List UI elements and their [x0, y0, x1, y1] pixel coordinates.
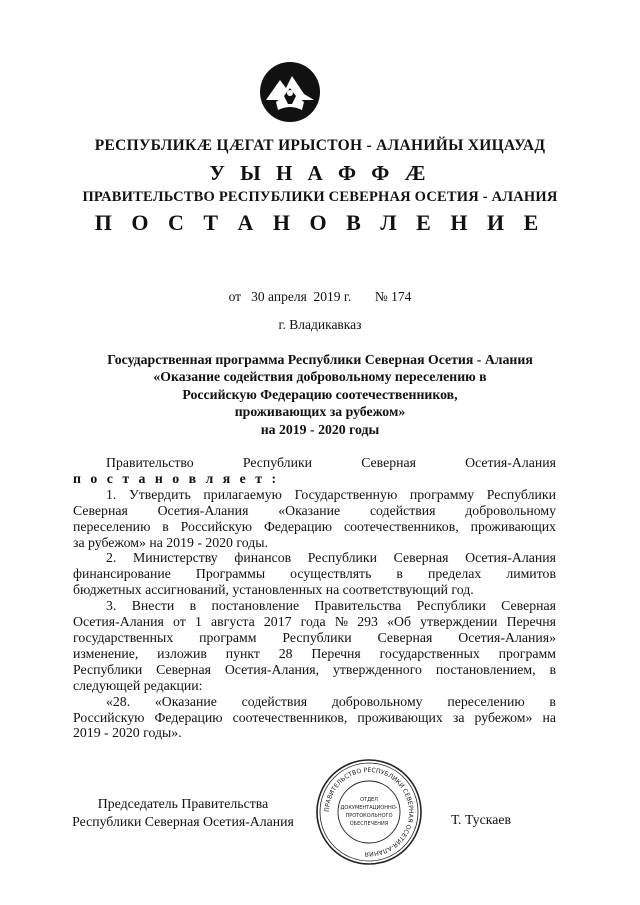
body-word: августа: [211, 614, 255, 630]
body-word: года: [300, 614, 326, 630]
body-word: в: [549, 693, 556, 709]
body-word: постановление: [211, 598, 300, 614]
date-and-number: от 30 апреля 2019 г. № 174: [228, 289, 412, 304]
title-line: проживающих за рубежом»: [234, 404, 406, 420]
body-word: Северная: [73, 502, 128, 518]
body-line: [73, 455, 556, 471]
body-line: [73, 646, 556, 662]
body-word: Федерацию: [264, 518, 333, 534]
body-word: содействия: [369, 502, 436, 518]
body-word: 2.: [106, 550, 117, 566]
government-header: ПРАВИТЕЛЬСТВО РЕСПУБЛИКИ СЕВЕРНАЯ ОСЕТИЯ - АЛАНИЯ: [82, 189, 558, 205]
body-word: государственных: [379, 645, 480, 661]
body-word: «Оказание: [154, 693, 217, 709]
body-word: лимитов: [506, 566, 556, 582]
body-word: в: [549, 661, 556, 677]
body-word: Перечня: [506, 614, 556, 630]
seal-center-line: ПРОТОКОЛЬНОГО: [345, 813, 393, 819]
official-seal-icon: [314, 757, 424, 867]
body-word: Осетия-Алания: [465, 455, 556, 470]
signatory-name: Т. Тускаев: [451, 812, 511, 827]
body-word: Северная: [361, 455, 416, 470]
coat-of-arms-icon: [258, 60, 322, 124]
body-word: 2019 - 2020 годы».: [73, 725, 182, 741]
signatory-position-line: Республики Северная Осетия-Алания: [72, 814, 294, 829]
title-line: на 2019 - 2020 годы: [260, 421, 380, 437]
body-word: Северная: [501, 598, 556, 614]
document-body: [73, 455, 556, 741]
body-word: утвержденного: [332, 661, 422, 677]
body-word: Осетия-Алания: [465, 550, 556, 566]
body-line: [73, 630, 556, 646]
city: г. Владикавказ: [278, 317, 362, 332]
body-word: содействия: [241, 693, 308, 709]
body-word: за рубежом» на 2019 - 2020 годы.: [73, 534, 268, 550]
body-word: 2017: [263, 614, 292, 630]
body-word: Осетия-Алания,: [224, 661, 320, 677]
body-word: Республики: [242, 455, 313, 470]
body-line: [73, 710, 556, 726]
body-word: Республики: [282, 629, 352, 645]
body-word: утверждении: [420, 614, 498, 630]
body-word: Осетия-Алания: [73, 614, 164, 630]
resolution-heading: П О С Т А Н О В Л Е Н И Е: [94, 210, 546, 235]
body-word: Перечня: [311, 645, 361, 661]
body-line: [73, 535, 556, 551]
body-word: проживающих: [470, 518, 556, 534]
body-word: Республики: [416, 598, 486, 614]
body-line: [73, 662, 556, 678]
body-word: «Об: [387, 614, 411, 630]
seal-center-line: ОТДЕЛ: [360, 797, 378, 803]
body-word: Правительства: [314, 598, 402, 614]
body-line: [73, 725, 556, 741]
title-line: «Оказание содействия добровольному переселению в: [153, 369, 487, 385]
seal-center-line: ДОКУМЕНТАЦИОННО-: [340, 805, 398, 811]
body-word: Северная: [377, 629, 433, 645]
body-line: [73, 582, 556, 598]
body-word: 293: [357, 614, 378, 630]
body-line: [73, 503, 556, 519]
body-word: на: [542, 709, 556, 725]
body-word: программу: [409, 486, 475, 502]
body-line: [73, 471, 556, 487]
body-word: соотечественников,: [232, 709, 348, 725]
ossetian-government-header: РЕСПУБЛИКӔ ЦӔГАТ ИРЫСТОН - АЛАНИЙЫ ХИЦАУАД: [94, 137, 546, 154]
signatory-position-line: Председатель Правительства: [97, 796, 269, 811]
body-word: добровольному: [465, 502, 556, 518]
body-word: Республики: [486, 486, 556, 502]
body-word: за: [452, 709, 465, 725]
body-line: [73, 614, 556, 630]
body-line: [73, 598, 556, 614]
body-word: постановлением,: [435, 661, 536, 677]
body-line: [73, 550, 556, 566]
body-word: прилагаемую: [203, 486, 282, 502]
body-word: Правительство: [106, 455, 194, 470]
body-word: от: [173, 614, 186, 630]
body-word: финансирование: [73, 566, 171, 582]
body-word: в: [396, 566, 403, 582]
body-word: изложив: [157, 645, 207, 661]
body-word: Республики: [73, 661, 143, 677]
body-word: п о с т а н о в л я е т :: [73, 470, 280, 486]
body-word: пределах: [427, 566, 482, 582]
body-line: [73, 566, 556, 582]
body-word: осуществлять: [290, 566, 372, 582]
body-word: 28: [278, 645, 293, 661]
body-word: Государственную: [294, 486, 398, 502]
body-word: рубежом»: [474, 709, 533, 725]
body-word: бюджетных ассигнований, установленных на соответствующий год.: [73, 582, 474, 598]
document-title: [60, 351, 580, 438]
body-word: финансов: [234, 550, 292, 566]
body-word: «28.: [106, 693, 131, 709]
seal-center-line: ОБЕСПЕЧЕНИЯ: [349, 821, 389, 827]
body-word: проживающих: [357, 709, 443, 725]
body-word: изменение,: [73, 645, 139, 661]
title-line: Государственная программа Республики Северная Осетия - Алания: [107, 352, 533, 367]
body-word: №: [334, 614, 348, 630]
body-word: 1: [194, 614, 202, 630]
body-word: Утвердить: [128, 486, 191, 502]
body-word: соотечественников,: [343, 518, 459, 534]
body-word: Федерацию: [154, 709, 223, 725]
body-word: Осетия-Алания: [157, 502, 249, 518]
body-word: Министерству: [133, 550, 218, 566]
body-line: [73, 694, 556, 710]
body-word: Северная: [156, 661, 211, 677]
body-word: 3.: [106, 598, 117, 614]
seal-ring-text: ПРАВИТЕЛЬСТВО РЕСПУБЛИКИ СЕВЕРНАЯ ОСЕТИЯ-АЛАНИЯ: [323, 766, 415, 858]
body-line: [73, 678, 556, 694]
body-word: государственных: [73, 629, 174, 645]
body-word: переселению: [73, 518, 151, 534]
body-word: Программы: [195, 566, 266, 582]
body-line: [73, 487, 556, 503]
title-line: Российскую Федерацию соотечественников,: [182, 386, 458, 402]
body-word: программ: [498, 645, 556, 661]
body-word: «Оказание: [278, 502, 341, 518]
ossetian-resolution-heading: У Ы Н А Ф Ф Ӕ: [209, 161, 431, 185]
body-word: Республики: [307, 550, 378, 566]
body-word: следующей редакции:: [73, 677, 203, 693]
body-word: Северная: [393, 550, 449, 566]
body-word: добровольному: [331, 693, 423, 709]
body-word: Осетия-Алания»: [458, 629, 556, 645]
body-word: пункт: [225, 645, 260, 661]
signatory-position: [60, 795, 306, 831]
body-word: переселению: [447, 693, 525, 709]
body-word: Российскую: [180, 518, 253, 534]
body-word: программ: [199, 629, 257, 645]
body-word: в: [162, 518, 169, 534]
body-word: Российскую: [73, 709, 145, 725]
body-word: 1.: [106, 486, 117, 502]
body-word: Внести: [131, 598, 175, 614]
body-word: в: [189, 598, 197, 614]
body-line: [73, 519, 556, 535]
